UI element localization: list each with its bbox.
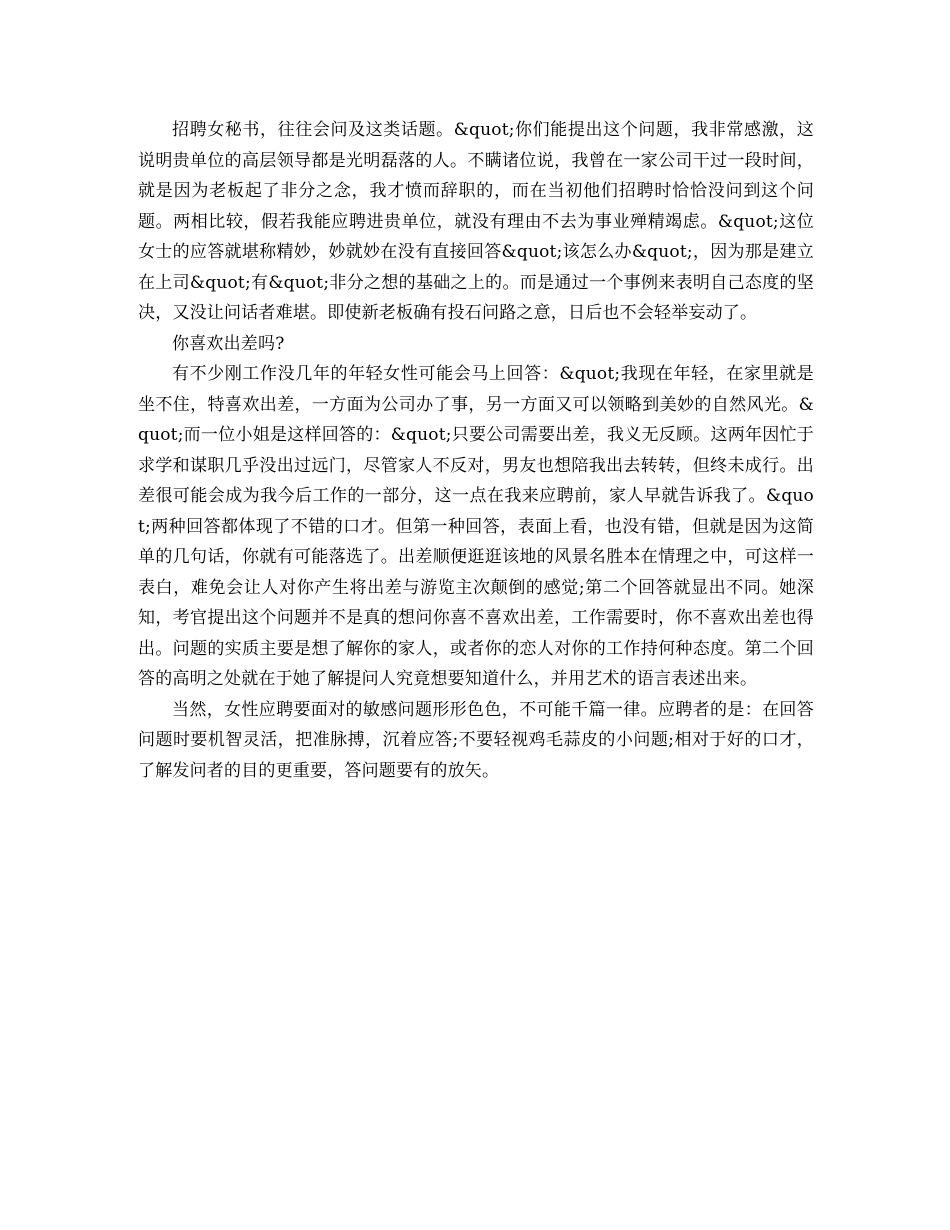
paragraph-secretary-answer: 招聘女秘书，往往会问及这类话题。&quot;你们能提出这个问题，我非常感激，这说明贵单位的高层领导都是光明磊落的人。不瞒诸位说，我曾在一家公司干过一段时间，就是因为老板起了非分之念，我才愤而辞职的，而在当初他们招聘时恰恰没问到这个问题。两相比较，假若我能应聘进贵单位，就没有理由不去为事业殚精竭虑。&quot;这位女士的应答就堪称精妙，妙就妙在没有直接回答&quot;该怎么办&quot;，因为那是建立在上司&quot;有&quot;非分之想的基础之上的。而是通过一个事例来表明自己态度的坚决，又没让问话者难堪。即使新老板确有投石问路之意，日后也不会轻举妄动了。 bbox=[138, 120, 814, 323]
paragraph-business-trip-answers: 有不少刚工作没几年的年轻女性可能会马上回答：&quot;我现在年轻，在家里就是坐不住，特喜欢出差，一方面为公司办了事，另一方面又可以领略到美妙的自然风光。&quot;而一位小姐是这样回答的：&quot;只要公司需要出差，我义无反顾。这两年因忙于求学和谋职几乎没出过远门，尽管家人不反对，男友也想陪我出去转转，但终未成行。出差很可能会成为我今后工作的一部分，这一点在我来应聘前，家人早就告诉我了。&quot;两种回答都体现了不错的口才。但第一种回答，表面上看，也没有错，但就是因为这简单的几句话，你就有可能落选了。出差顺便逛逛该地的风景名胜本在情理之中，可这样一表白，难免会让人对你产生将出差与游览主次颠倒的感觉;第二个回答就显出不同。她深知，考官提出这个问题并不是真的想问你喜不喜欢出差，工作需要时，你不喜欢出差也得出。问题的实质主要是想了解你的家人，或者你的恋人对你的工作持何种态度。第二个回答的高明之处就在于她了解提问人究竟想要知道什么，并用艺术的语言表述出来。 bbox=[138, 364, 814, 689]
paragraph-conclusion: 当然，女性应聘要面对的敏感问题形形色色，不可能千篇一律。应聘者的是：在回答问题时要机智灵活，把准脉搏，沉着应答;不要轻视鸡毛蒜皮的小问题;相对于好的口才，了解发问者的目的更重要，答问题要有的放矢。 bbox=[138, 699, 814, 781]
question-business-trip: 你喜欢出差吗? bbox=[172, 333, 285, 354]
document-body bbox=[138, 115, 814, 786]
